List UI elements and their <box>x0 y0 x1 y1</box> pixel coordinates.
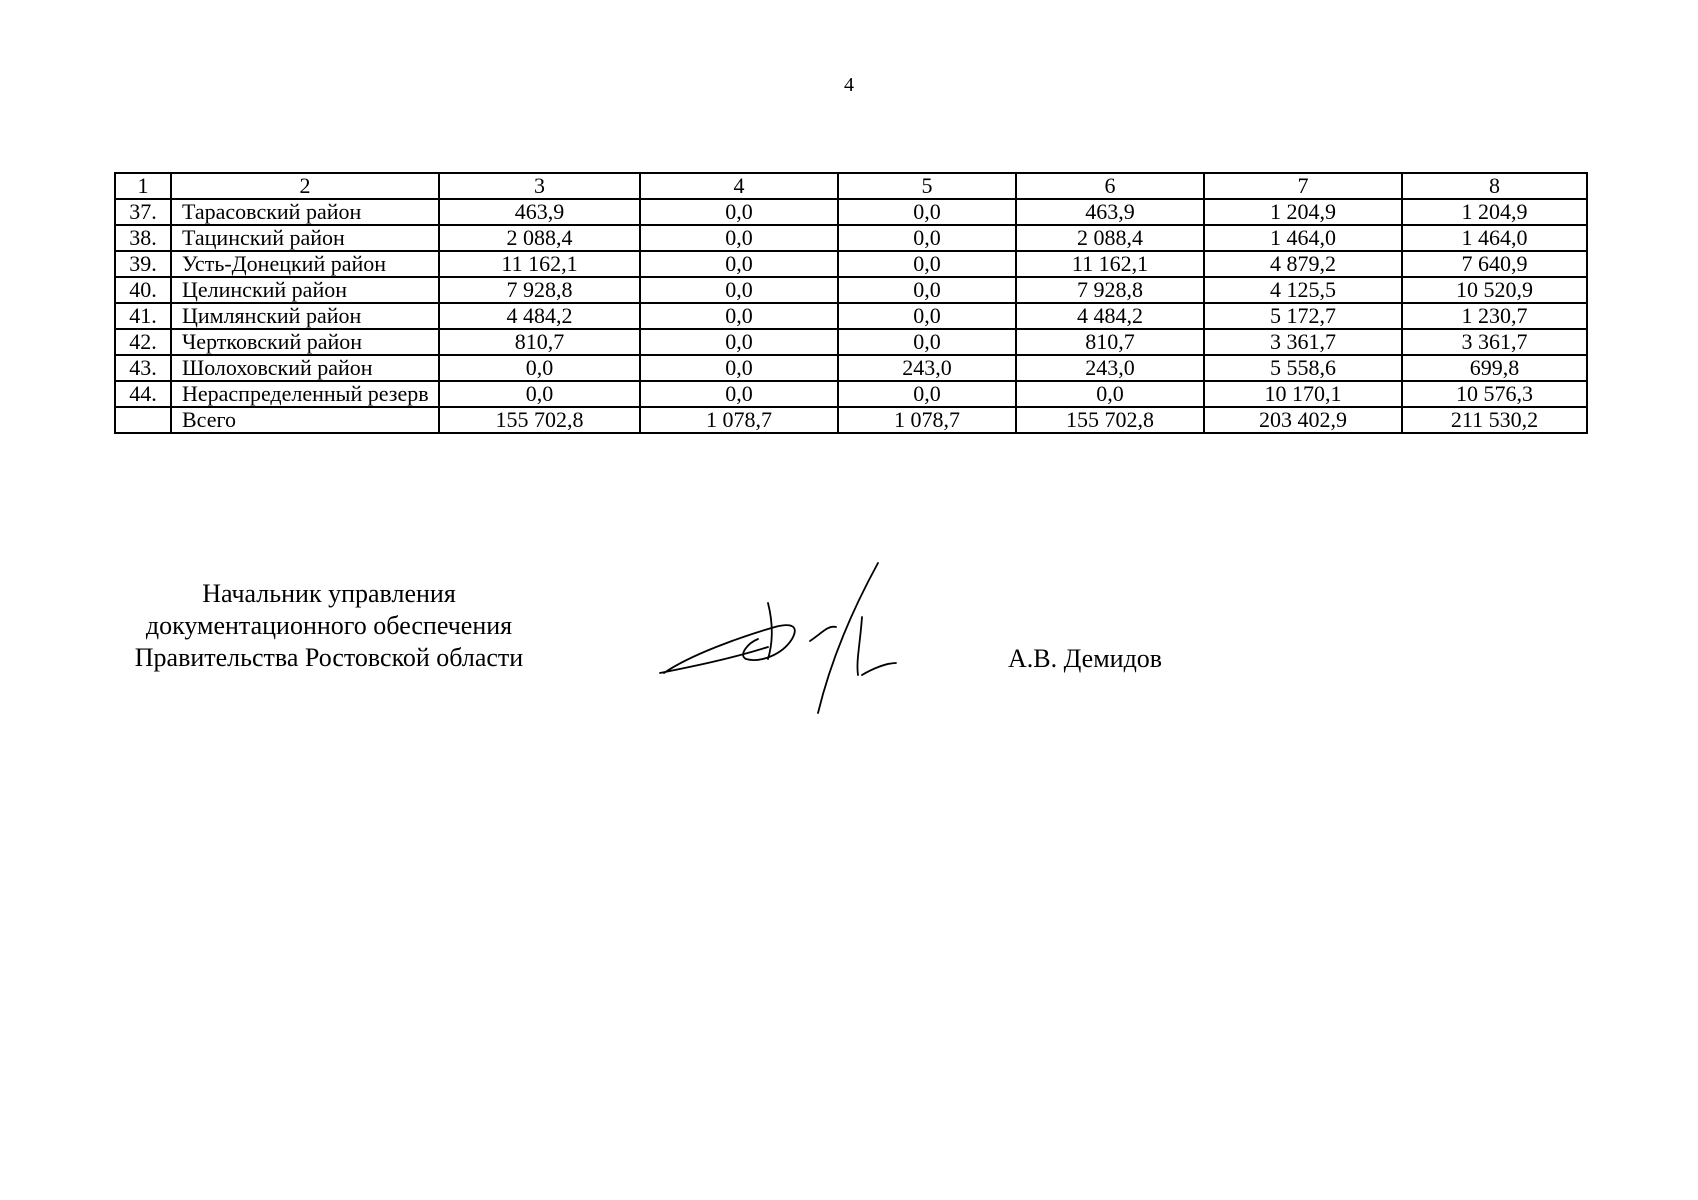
header-cell: 5 <box>838 173 1016 199</box>
value-cell: 0,0 <box>838 225 1016 251</box>
district-name: Целинский район <box>171 277 439 303</box>
table-row <box>115 277 1587 303</box>
district-name: Чертковский район <box>171 329 439 355</box>
value-cell: 5 172,7 <box>1204 303 1402 329</box>
data-table <box>114 172 1588 434</box>
table-row <box>115 251 1587 277</box>
value-cell: 11 162,1 <box>1016 251 1204 277</box>
signatory-title-line: Правительства Ростовской области <box>134 643 524 672</box>
row-index: 40. <box>115 277 171 303</box>
value-cell: 10 170,1 <box>1204 381 1402 407</box>
row-index <box>115 407 171 433</box>
district-name: Шолоховский район <box>171 355 439 381</box>
value-cell: 0,0 <box>640 199 838 225</box>
header-cell: 7 <box>1204 173 1402 199</box>
header-cell: 3 <box>439 173 640 199</box>
value-cell: 0,0 <box>640 251 838 277</box>
header-cell: 6 <box>1016 173 1204 199</box>
value-cell: 463,9 <box>439 199 640 225</box>
header-cell: 2 <box>171 173 439 199</box>
value-cell: 0,0 <box>838 329 1016 355</box>
row-index: 38. <box>115 225 171 251</box>
total-cell: 155 702,8 <box>439 407 640 433</box>
table-row <box>115 199 1587 225</box>
page-number: 4 <box>844 74 854 96</box>
row-index: 43. <box>115 355 171 381</box>
district-name: Тарасовский район <box>171 199 439 225</box>
value-cell: 463,9 <box>1016 199 1204 225</box>
value-cell: 699,8 <box>1402 355 1587 381</box>
signatory-name: А.В. Демидов <box>1008 644 1163 673</box>
handwritten-signature <box>650 555 910 725</box>
value-cell: 11 162,1 <box>439 251 640 277</box>
district-name: Тацинский район <box>171 225 439 251</box>
value-cell: 2 088,4 <box>439 225 640 251</box>
value-cell: 4 484,2 <box>1016 303 1204 329</box>
value-cell: 0,0 <box>838 251 1016 277</box>
header-cell: 8 <box>1402 173 1587 199</box>
table-header-row <box>115 173 1587 199</box>
table-row <box>115 355 1587 381</box>
value-cell: 810,7 <box>1016 329 1204 355</box>
value-cell: 4 879,2 <box>1204 251 1402 277</box>
district-name: Нераспределенный резерв <box>171 381 439 407</box>
table-row <box>115 303 1587 329</box>
row-index: 41. <box>115 303 171 329</box>
table-total-row <box>115 407 1587 433</box>
table-row <box>115 381 1587 407</box>
value-cell: 243,0 <box>1016 355 1204 381</box>
row-index: 44. <box>115 381 171 407</box>
value-cell: 5 558,6 <box>1204 355 1402 381</box>
value-cell: 0,0 <box>640 225 838 251</box>
value-cell: 0,0 <box>640 277 838 303</box>
row-index: 37. <box>115 199 171 225</box>
value-cell: 810,7 <box>439 329 640 355</box>
value-cell: 4 125,5 <box>1204 277 1402 303</box>
value-cell: 1 464,0 <box>1402 225 1587 251</box>
value-cell: 7 928,8 <box>1016 277 1204 303</box>
value-cell: 0,0 <box>1016 381 1204 407</box>
value-cell: 1 230,7 <box>1402 303 1587 329</box>
value-cell: 1 464,0 <box>1204 225 1402 251</box>
total-cell: 1 078,7 <box>838 407 1016 433</box>
total-cell: 211 530,2 <box>1402 407 1587 433</box>
value-cell: 0,0 <box>439 381 640 407</box>
value-cell: 10 576,3 <box>1402 381 1587 407</box>
value-cell: 243,0 <box>838 355 1016 381</box>
total-cell: 203 402,9 <box>1204 407 1402 433</box>
value-cell: 0,0 <box>838 303 1016 329</box>
signatory-title <box>114 578 544 674</box>
value-cell: 1 204,9 <box>1204 199 1402 225</box>
district-name: Усть-Донецкий район <box>171 251 439 277</box>
district-name: Цимлянский район <box>171 303 439 329</box>
value-cell: 0,0 <box>640 329 838 355</box>
total-cell: 1 078,7 <box>640 407 838 433</box>
value-cell: 0,0 <box>439 355 640 381</box>
row-index: 39. <box>115 251 171 277</box>
value-cell: 10 520,9 <box>1402 277 1587 303</box>
signatory-title-line: документационного обеспечения <box>145 611 513 640</box>
total-label: Всего <box>171 407 439 433</box>
value-cell: 2 088,4 <box>1016 225 1204 251</box>
value-cell: 0,0 <box>838 199 1016 225</box>
row-index: 42. <box>115 329 171 355</box>
value-cell: 0,0 <box>640 303 838 329</box>
value-cell: 4 484,2 <box>439 303 640 329</box>
value-cell: 7 928,8 <box>439 277 640 303</box>
value-cell: 7 640,9 <box>1402 251 1587 277</box>
header-cell: 1 <box>115 173 171 199</box>
value-cell: 0,0 <box>838 381 1016 407</box>
table-row <box>115 329 1587 355</box>
value-cell: 0,0 <box>838 277 1016 303</box>
value-cell: 3 361,7 <box>1402 329 1587 355</box>
total-cell: 155 702,8 <box>1016 407 1204 433</box>
signatory-title-line: Начальник управления <box>202 579 456 608</box>
header-cell: 4 <box>640 173 838 199</box>
value-cell: 3 361,7 <box>1204 329 1402 355</box>
value-cell: 0,0 <box>640 355 838 381</box>
table-row <box>115 225 1587 251</box>
value-cell: 0,0 <box>640 381 838 407</box>
value-cell: 1 204,9 <box>1402 199 1587 225</box>
